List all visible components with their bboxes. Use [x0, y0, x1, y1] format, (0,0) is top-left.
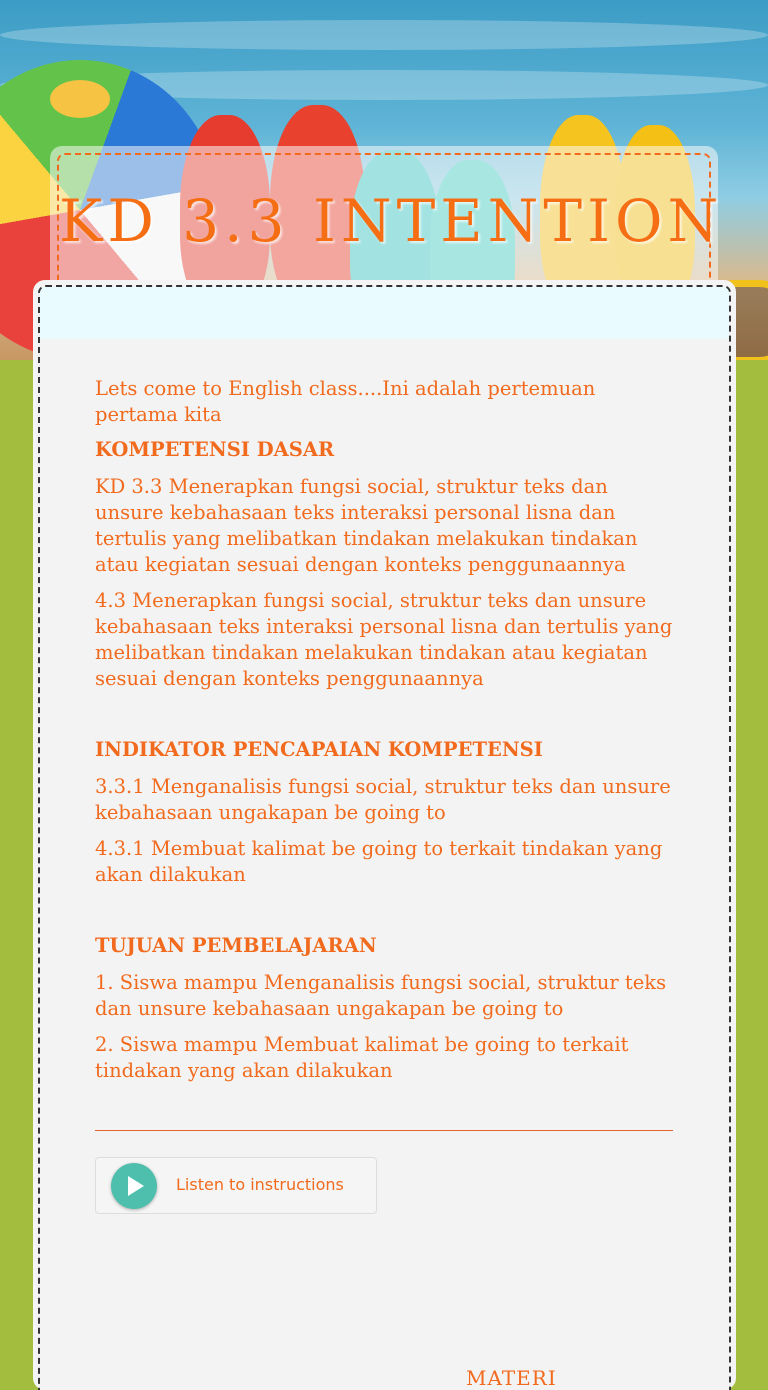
tujuan-2-text: 2. Siswa mampu Membuat kalimat be going to terkait tindakan yang akan dilakukan — [95, 1033, 629, 1082]
audio-label: Listen to instructions — [176, 1175, 344, 1194]
intro-text: Lets come to English class....Ini adalah pertemuan pertama kita — [95, 377, 596, 426]
audio-player[interactable] — [95, 1157, 377, 1214]
content-card-header — [40, 287, 729, 339]
page-title: KD 3.3 INTENTION — [59, 187, 724, 255]
indikator-3-3-1-text: 3.3.1 Menganalisis fungsi social, struktur teks dan unsure kebahasaan ungakapan be going to — [95, 775, 671, 824]
divider — [95, 1130, 673, 1131]
materi-heading: MATERI — [466, 1366, 557, 1390]
play-icon[interactable] — [111, 1163, 157, 1209]
kompetensi-heading: KOMPETENSI DASAR — [95, 438, 335, 461]
kd-3-3-text: KD 3.3 Menerapkan fungsi social, struktur teks dan unsure kebahasaan teks interaksi personal lisna dan tertulis yang melibatkan tindakan melakukan tindakan atau kegiatan sesuai dengan konteks penggunaannya — [95, 475, 638, 576]
indikator-4-3-1-text: 4.3.1 Membuat kalimat be going to terkait tindakan yang akan dilakukan — [95, 837, 663, 886]
beach-ball-cap — [50, 80, 110, 118]
tujuan-1-text: 1. Siswa mampu Menganalisis fungsi social, struktur teks dan unsure kebahasaan ungakapan be going to — [95, 971, 667, 1020]
wave — [0, 20, 768, 50]
indikator-heading: INDIKATOR PENCAPAIAN KOMPETENSI — [95, 738, 543, 761]
title-frame — [57, 153, 724, 299]
tujuan-heading: TUJUAN PEMBELAJARAN — [95, 934, 377, 957]
kd-4-3-text: 4.3 Menerapkan fungsi social, struktur teks dan unsure kebahasaan teks interaksi personal lisna dan tertulis yang melibatkan tindakan melakukan tindakan atau kegiatan sesuai dengan konteks penggunaannya — [95, 589, 673, 690]
